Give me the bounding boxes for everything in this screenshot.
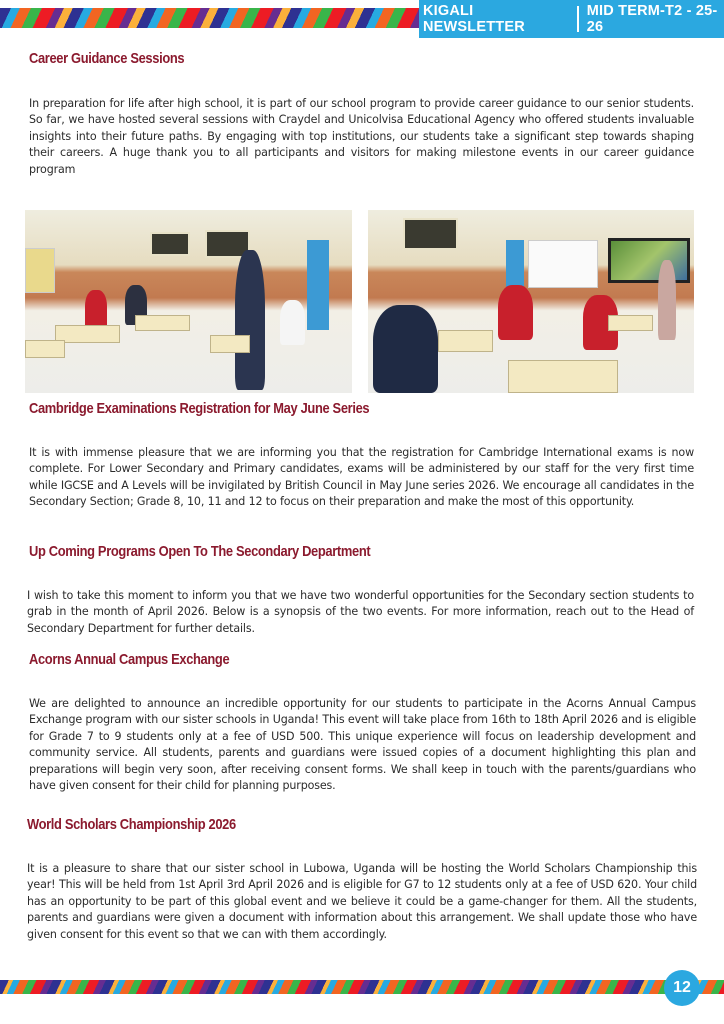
section-body-cambridge-registration: It is with immense pleasure that we are informing you that the registration for Cambridge International exams is now complete. For Lower Secondary and Primary candidates, exams will be administered by our staff for the very first time while IGCSE and A Levels will be invigilated by British Council in May June series 2026. We encourage all candidates in the Secondary Section; Grade 8, 10, 11 and 12 to focus on their preparation and make the most of this opportunity. xyxy=(29,446,694,509)
section-title-career-guidance: Career Guidance Sessions xyxy=(29,50,185,67)
newsletter-title: KIGALI NEWSLETTER xyxy=(423,3,525,35)
section-body-upcoming-programs: I wish to take this moment to inform you that we have two wonderful opportunities for the Secondary section students to grab in the month of April 2026. Below is a synopsis of the two events. For more information, reach out to the Head of Secondary Department for further details. xyxy=(27,589,694,635)
section-title-world-scholars: World Scholars Championship 2026 xyxy=(27,816,236,833)
term-label: MID TERM-T2 - 25-26 xyxy=(586,3,718,35)
section-title-acorns-exchange: Acorns Annual Campus Exchange xyxy=(29,651,230,668)
section-title-upcoming-programs: Up Coming Programs Open To The Secondary Department xyxy=(29,543,371,560)
header-divider xyxy=(577,6,579,32)
decorative-bottom-band xyxy=(0,980,724,994)
section-body-acorns-exchange: We are delighted to announce an incredible opportunity for our students to participate in the Acorns Annual Campus Exchange program with our sister schools in Uganda! This event will take place from 16th to 18th April 2026 and is eligible for Grade 7 to 9 students only at a fee of USD 500. This unique experience will focus on leadership development and community service. All students, parents and guardians were issued copies of a document highlighting this plan and preparations will begin very soon, after receiving consent forms. We shall keep in touch with the parents/guardians who have given consent for their child for planning purposes. xyxy=(29,697,696,793)
section-body-career-guidance: In preparation for life after high school, it is part of our school program to provide career guidance to our senior students. So far, we have hosted several sessions with Craydel and Unicolvisa Educational Agency who offered students invaluable insights into their future paths. By engaging with top institutions, our students take a significant step towards shaping their careers. A huge thank you to all participants and visitors for making milestone events in our career guidance program xyxy=(29,97,694,176)
section-body-world-scholars: It is a pleasure to share that our sister school in Lubowa, Uganda will be hosting the World Scholars Championship this year! This will be held from 1st April 3rd April 2026 and is eligible for G7 to 12 students only at a fee of USD 620. Your child has an opportunity to be part of this global event and we believe it could be a game-changer for them. All the students, parents and guardians were given a document with information about this arrangement. We shall update those who have given consent for this event so that we can with them accordingly. xyxy=(27,862,697,941)
page-number-badge: 12 xyxy=(664,970,700,1006)
photo-career-session-2 xyxy=(368,210,694,393)
photo-career-session-1 xyxy=(25,210,352,393)
newsletter-header xyxy=(419,0,724,38)
section-title-cambridge-registration: Cambridge Examinations Registration for May June Series xyxy=(29,400,370,417)
decorative-top-band xyxy=(0,8,420,28)
